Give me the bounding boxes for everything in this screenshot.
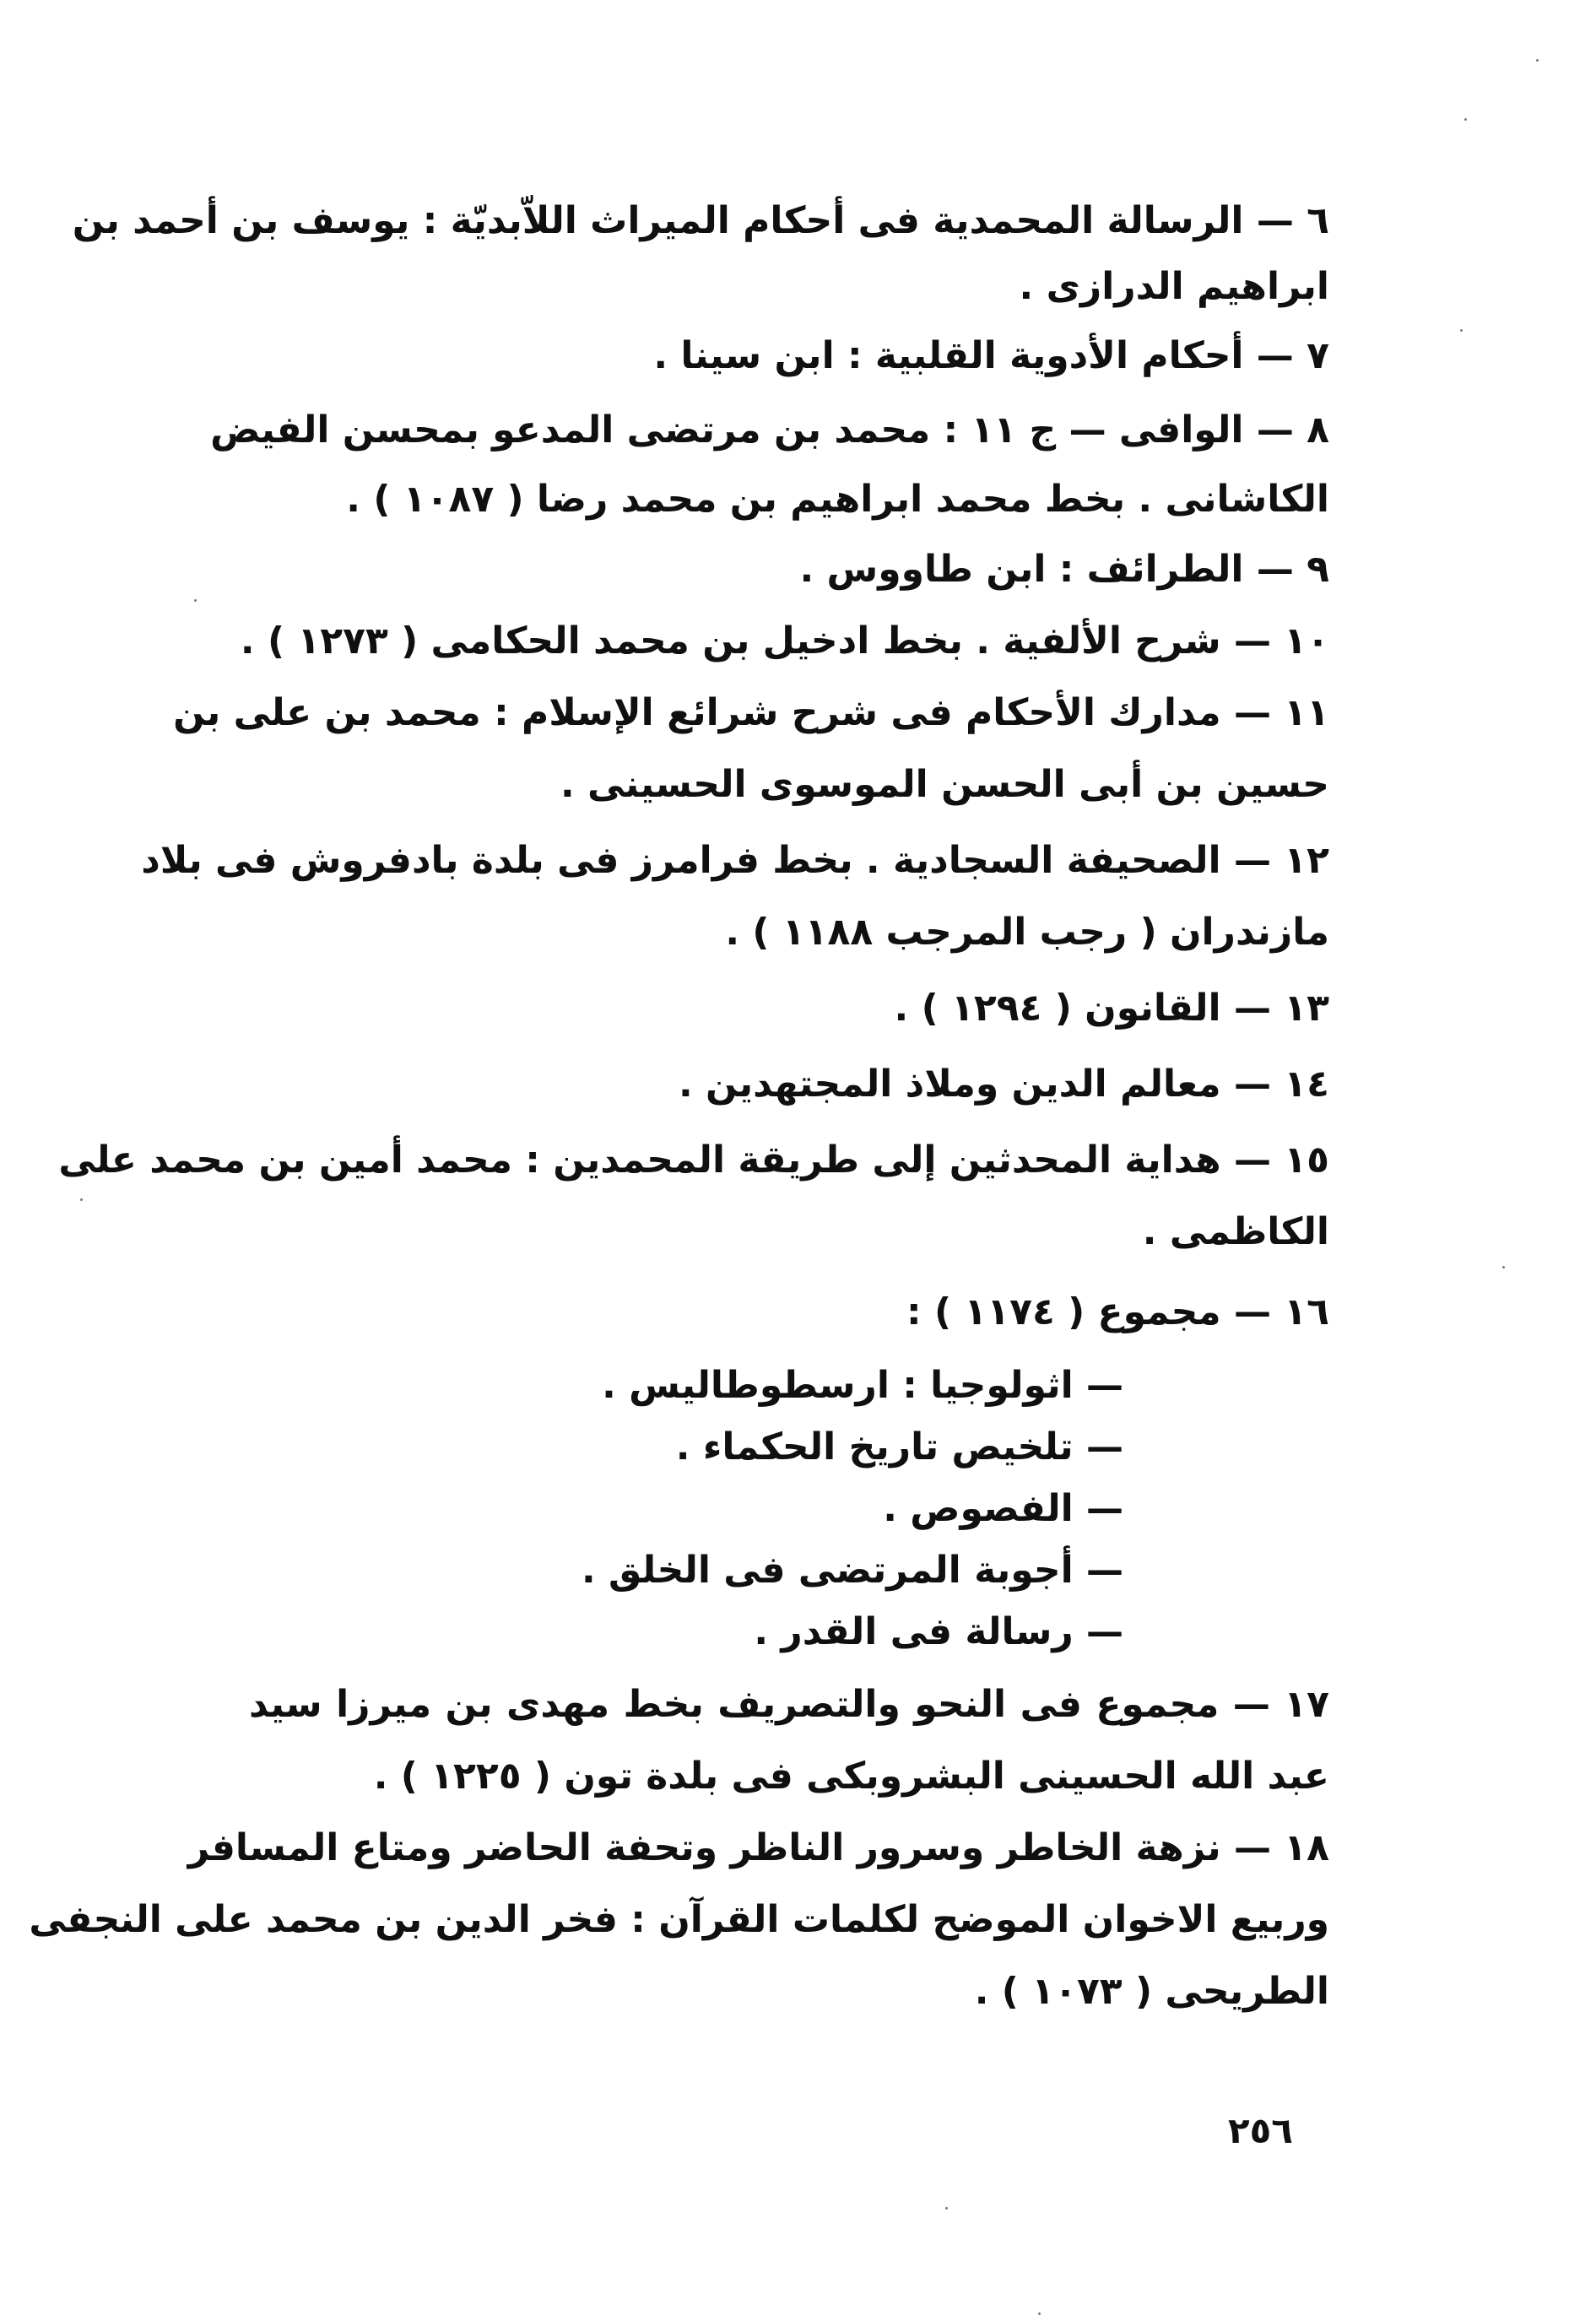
scan-speck bbox=[1460, 329, 1463, 332]
scan-speck bbox=[945, 2207, 948, 2210]
entry-11-line-1: ١١ — مدارك الأحكام فى شرح شرائع الإسلام : محمد بن على بن bbox=[173, 691, 1329, 734]
entry-9-line-1: ٩ — الطرائف : ابن طاووس . bbox=[799, 548, 1329, 591]
entry-6-line-1: ٦ — الرسالة المحمدية فى أحكام الميراث اللاّبديّة : يوسف بن أحمد بن bbox=[72, 199, 1329, 242]
scan-speck bbox=[80, 1198, 83, 1201]
scan-speck bbox=[1502, 1266, 1505, 1268]
entry-17-line-1: ١٧ — مجموع فى النحو والتصريف بخط مهدى بن ميرزا سيد bbox=[249, 1683, 1329, 1726]
entry-6-line-2: ابراهيم الدرازى . bbox=[1019, 265, 1329, 308]
entry-18-line-1: ١٨ — نزهة الخاطر وسرور الناظر وتحفة الحاضر ومتاع المسافر bbox=[187, 1826, 1329, 1869]
entry-18-line-3: الطريحى ( ١٠٧٣ ) . bbox=[974, 1970, 1329, 2013]
entry-18-line-2: وربيع الاخوان الموضح لكلمات القرآن : فخر الدين بن محمد على النجفى bbox=[29, 1898, 1329, 1941]
scan-speck bbox=[194, 599, 197, 602]
entry-16-sub-item-5: — رسالة فى القدر . bbox=[754, 1610, 1123, 1653]
entry-14-line-1: ١٤ — معالم الدين وملاذ المجتهدين . bbox=[678, 1063, 1329, 1106]
entry-16-line-1: ١٦ — مجموع ( ١١٧٤ ) : bbox=[906, 1290, 1329, 1333]
entry-8-line-2: الكاشانى . بخط محمد ابراهيم بن محمد رضا ( ١٠٨٧ ) . bbox=[346, 478, 1329, 521]
entry-16-sub-item-3: — الفصوص . bbox=[883, 1487, 1123, 1530]
entry-11-line-2: حسين بن أبى الحسن الموسوى الحسينى . bbox=[560, 763, 1329, 806]
entry-16-sub-item-2: — تلخيص تاريخ الحكماء . bbox=[675, 1425, 1123, 1469]
scan-speck bbox=[1536, 59, 1539, 62]
entry-16-sub-item-4: — أجوبة المرتضى فى الخلق . bbox=[581, 1549, 1123, 1592]
entry-8-line-1: ٨ — الوافى — ج ١١ : محمد بن مرتضى المدعو بمحسن الفيض bbox=[210, 408, 1329, 452]
entry-12-line-1: ١٢ — الصحيفة السجادية . بخط فرامرز فى بلدة بادفروش فى بلاد bbox=[141, 839, 1329, 882]
entry-13-line-1: ١٣ — القانون ( ١٢٩٤ ) . bbox=[894, 987, 1329, 1030]
entry-12-line-2: مازندران ( رجب المرجب ١١٨٨ ) . bbox=[725, 911, 1329, 954]
entry-17-line-2: عبد الله الحسينى البشروبكى فى بلدة تون ( ١٢٢٥ ) . bbox=[373, 1755, 1329, 1798]
entry-15-line-1: ١٥ — هداية المحدثين إلى طريقة المحمدين : محمد أمين بن محمد على bbox=[58, 1139, 1329, 1182]
entry-7-line-1: ٧ — أحكام الأدوية القلبية : ابن سينا . bbox=[653, 334, 1329, 377]
entry-16-sub-item-1: — اثولوجيا : ارسطوطاليس . bbox=[602, 1364, 1123, 1407]
scan-speck bbox=[1464, 118, 1467, 121]
entry-10-line-1: ١٠ — شرح الألفية . بخط ادخيل بن محمد الحكامى ( ١٢٧٣ ) . bbox=[240, 619, 1329, 663]
page-number: ٢٥٦ bbox=[1228, 2110, 1293, 2151]
entry-15-line-2: الكاظمى . bbox=[1142, 1210, 1329, 1253]
